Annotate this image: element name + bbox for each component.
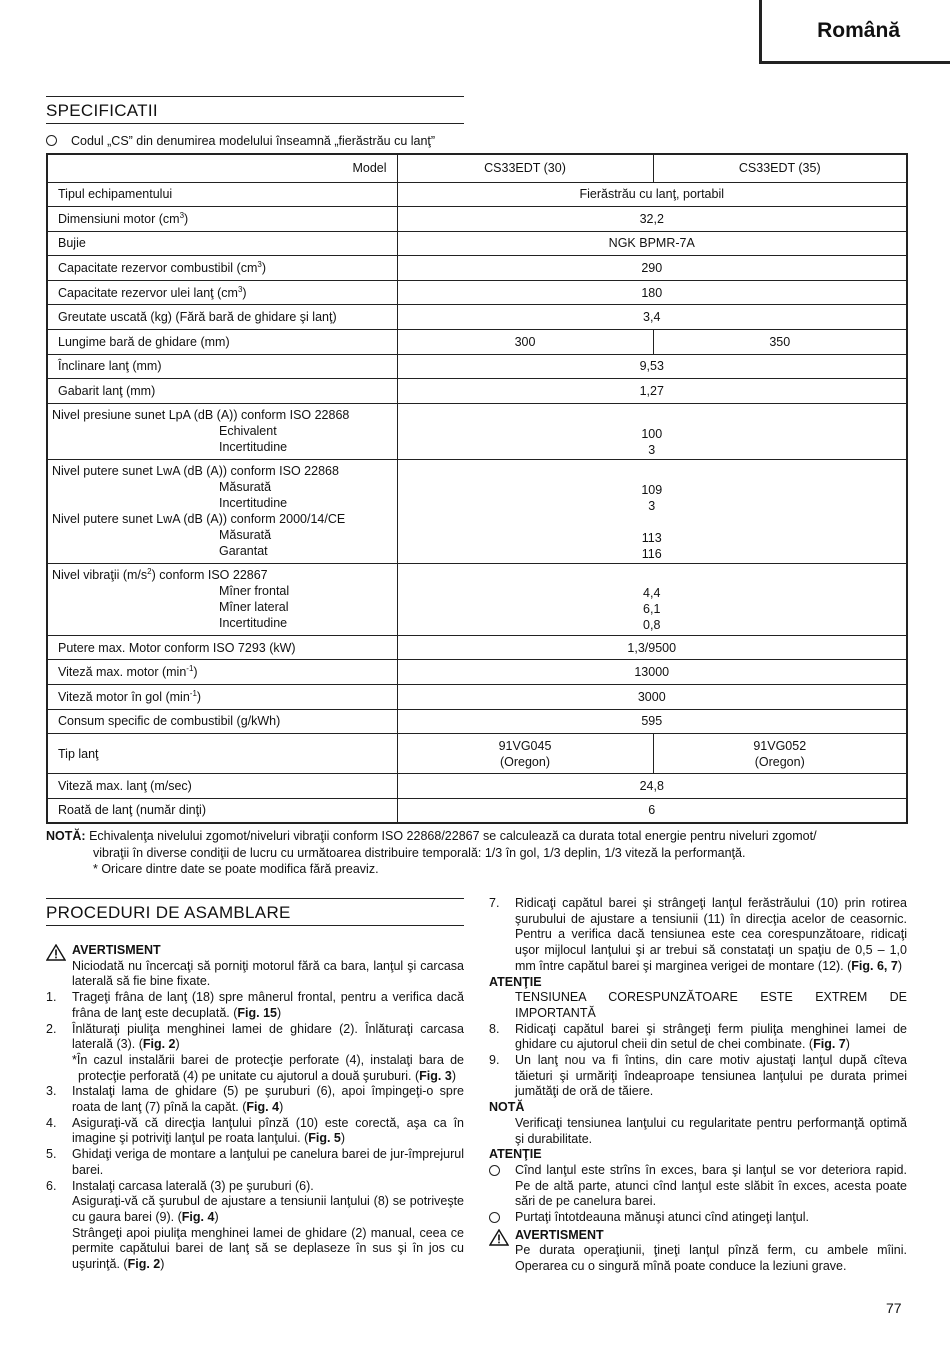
- row-value: 9,53: [397, 354, 907, 379]
- bullet-item: Purtaţi întotdeauna mănuşi atunci cînd atingeţi lanţul.: [489, 1210, 907, 1226]
- model-b: CS33EDT (35): [653, 154, 907, 182]
- table-row: [47, 660, 907, 685]
- assembly-left-column: [46, 943, 464, 1273]
- row-label: Capacitate rezervor ulei lanţ $(cm^3)$: [47, 280, 397, 305]
- table-row: [47, 403, 907, 459]
- bullet-item: Cînd lanţul este strîns în exces, bara şi lanţul se vor deteriora rapid. Pe de altă parte, atunci cînd lanţul este slăbit în exces, acesta poate sări de pe canelura barei.: [489, 1163, 907, 1210]
- section-rule: [46, 898, 464, 899]
- attention-text: TENSIUNEA CORESPUNZĂTOARE ESTE EXTREM DE IMPORTANTĂ: [515, 990, 907, 1020]
- model-header: Model: [47, 154, 397, 182]
- assembly-right-column: [489, 896, 907, 1275]
- row-value: NGK BPMR-7A: [397, 231, 907, 256]
- row-value: 24,8: [397, 774, 907, 799]
- section-rule: [46, 123, 464, 124]
- bullet-circle-icon: [489, 1165, 500, 1176]
- note-text: * Oricare dintre date se poate modifica fără preaviz.: [93, 862, 379, 876]
- row-value: 109 3 113 116: [397, 459, 907, 563]
- specs-title: SPECIFICATII: [46, 101, 158, 120]
- row-label: Capacitate rezervor combustibil $(cm^3)$: [47, 256, 397, 281]
- step-item: 3. Instalaţi lama de ghidare (5) pe şuruburi (6), apoi împingeţi-o spre roata de lanţ (7) pînă la capăt. (Fig. 4): [46, 1084, 464, 1115]
- row-value: 3,4: [397, 305, 907, 330]
- step-item: 8. Ridicaţi capătul barei şi strângeţi ferm piuliţa menghinei lamei de ghidare cu ajutorul cheii din setul de chei combinate. (Fig. 7): [489, 1021, 907, 1052]
- row-value: Fierăstrău cu lanţ, portabil: [397, 182, 907, 207]
- note-text: Verificaţi tensiunea lanţului cu regularitate pentru performanţă optimă şi durabilitate.: [515, 1115, 907, 1146]
- assembly-title: PROCEDURI DE ASAMBLARE: [46, 903, 291, 922]
- step-item: 2. Înlăturaţi piuliţa menghinei lamei de ghidare (2). Înlăturaţi carcasa laterală (3). (Fig. 2): [46, 1021, 464, 1052]
- table-row: [47, 685, 907, 710]
- note-text: Echivalenţa nivelului zgomot/niveluri vibraţii conform ISO 22868/22867 se calculează ca durata total energie pentru niveluri zgomot/: [89, 829, 817, 843]
- bullet-circle-icon: [46, 135, 57, 146]
- row-value: 595: [397, 709, 907, 734]
- row-label: Înclinare lanţ (mm): [47, 354, 397, 379]
- step-item: 9. Un lanţ nou va fi întins, din care motiv ajustaţi lanţul după cîteva tăieturi şi urmăriţi îndeaproape tensiunea lanţului pe durata primei jumătăţi de oră de tăiere.: [489, 1053, 907, 1099]
- table-row: [47, 305, 907, 330]
- table-row: [47, 354, 907, 379]
- table-row: [47, 709, 907, 734]
- note-heading: NOTĂ: [489, 1100, 525, 1115]
- step-item: 6. Instalaţi carcasa laterală (3) pe şuruburi (6).: [46, 1178, 314, 1193]
- warning-heading: AVERTISMENT: [489, 1228, 907, 1244]
- specifications-table: [46, 153, 908, 824]
- table-row: [47, 231, 907, 256]
- row-label: Nivel presiune sunet LpA (dB (A)) conform ISO 22868 Echivalent Incertitudine: [47, 403, 397, 459]
- row-value: 290: [397, 256, 907, 281]
- row-value: 4,4 6,1 0,8: [397, 563, 907, 635]
- spec-footnote: [46, 828, 910, 878]
- row-label: Viteză motor în gol $(\min^{-1})$: [47, 685, 397, 710]
- table-row: [47, 182, 907, 207]
- row-label: Viteză max. motor $(\min^{-1})$: [47, 660, 397, 685]
- table-row: [47, 798, 907, 823]
- page-number: 77: [886, 1300, 902, 1316]
- bullet-circle-icon: [489, 1212, 500, 1223]
- warning-triangle-icon: [46, 944, 66, 961]
- row-label: Putere max. Motor conform ISO 7293 (kW): [47, 635, 397, 660]
- row-value: 1,3/9500: [397, 635, 907, 660]
- table-row: [47, 154, 907, 182]
- note-head: NOTĂ:: [46, 829, 86, 843]
- step-item: 4. Asiguraţi-vă că direcţia lanţului pînză (10) este corectă, aşa ca în imagine şi potriviţi lanţul pe roata lanţului. (Fig. 5): [46, 1115, 464, 1146]
- row-label: Nivel vibraţii $(m/s^2)$ conform ISO 22867 Mîner frontal Mîner lateral Incertitudine: [47, 563, 397, 635]
- row-value-a: 91VG045 (Oregon): [397, 734, 653, 774]
- step-item: 5. Ghidaţi veriga de montare a lanţului pe canelura barei de jur-împrejurul barei.: [46, 1147, 464, 1177]
- warning-text: Niciodată nu încercaţi să porniţi motorul fără ca bara, lanţul şi carcasa laterală să fie bine fixate.: [72, 958, 464, 989]
- attention-heading: ATENŢIE: [489, 974, 542, 989]
- row-label: Greutate uscată (kg) (Fără bară de ghidare şi lanţ): [47, 305, 397, 330]
- warning-text: Pe durata operaţiunii, ţineţi lanţul pînză ferm, cu ambele mîini. Operarea cu o singură mînă poate conduce la leziuni grave.: [515, 1243, 907, 1274]
- row-label: Nivel putere sunet LwA (dB (A)) conform ISO 22868 Măsurată Incertitudine Nivel putere sunet LwA (dB (A)) conform 2000/14/CE Măsurată Garantat: [47, 459, 397, 563]
- row-label: Viteză max. lanţ (m/sec): [47, 774, 397, 799]
- table-row: [47, 563, 907, 635]
- table-row: [47, 635, 907, 660]
- row-label: Dimensiuni motor $(cm^3)$: [47, 207, 397, 232]
- row-label: Tipul echipamentului: [47, 182, 397, 207]
- row-value: 180: [397, 280, 907, 305]
- row-label: Gabarit lanţ (mm): [47, 379, 397, 404]
- table-row: [47, 280, 907, 305]
- warning-triangle-icon: [489, 1229, 509, 1246]
- row-value: 32,2: [397, 207, 907, 232]
- section-rule: [46, 96, 464, 97]
- step-item: 1. Trageţi frâna de lanţ (18) spre mânerul frontal, pentru a verifica dacă frâna de lanţ este decuplată. (Fig. 15): [46, 990, 464, 1020]
- language-tab: [759, 0, 950, 64]
- section-rule: [46, 925, 464, 926]
- step-item: 7. Ridicaţi capătul barei şi strângeţi lanţul ferăstrăului (10) prin rotirea şurubului de ajustare a tensiunii (11) în direcţia acelor de ceasornic. Pentru a verifica dacă tensiunea este cea corespunzătoare, ridicaţi uşor mijlocul lanţului şi ar trebui să constataţi un spaţiu de 0,5 – 1,0 mm între capătul barei şi marginea verigei de montare (12). (Fig. 6, 7): [489, 896, 907, 973]
- row-value-b: 91VG052 (Oregon): [653, 734, 907, 774]
- row-value: 6: [397, 798, 907, 823]
- row-value: 1,27: [397, 379, 907, 404]
- row-label: Consum specific de combustibil (g/kWh): [47, 709, 397, 734]
- warning-heading: AVERTISMENT: [46, 943, 464, 959]
- model-code-note: [46, 133, 435, 149]
- model-code-text: Codul „CS” din denumirea modelului înseamnă „fierăstrău cu lanţ”: [71, 134, 436, 148]
- table-row: [47, 734, 907, 774]
- row-value-b: 350: [653, 330, 907, 355]
- table-row: [47, 459, 907, 563]
- row-label: Tip lanţ: [47, 734, 397, 774]
- row-label: Bujie: [47, 231, 397, 256]
- row-value: 3000: [397, 685, 907, 710]
- attention-heading: ATENŢIE: [489, 1147, 542, 1162]
- table-row: [47, 256, 907, 281]
- step-note: *În cazul instalării barei de protecţie perforate (4), instalaţi bara de protecţie perforată (4) pe unitate cu ajutorul a două şuruburi. (Fig. 3): [72, 1052, 464, 1083]
- row-label: Lungime bară de ghidare (mm): [47, 330, 397, 355]
- table-row: [47, 207, 907, 232]
- note-text: vibraţii în diverse condiţii de lucru cu următoarea distribuire temporală: 1/3 în gol, 1/3 deplin, 1/3 viteză la performanţă.: [93, 845, 746, 860]
- step-detail: Asiguraţi-vă că şurubul de ajustare a tensiunii lanţului (8) se potriveşte cu gaura barei (9). (Fig. 4): [72, 1194, 464, 1224]
- model-a: CS33EDT (30): [397, 154, 653, 182]
- row-value-a: 300: [397, 330, 653, 355]
- table-row: [47, 774, 907, 799]
- table-row: [47, 330, 907, 355]
- step-detail: Strângeţi apoi piuliţa menghinei lamei de ghidare (2) manual, ceea ce permite capătului barei de lanţ să se deplaseze în sus şi în jos cu uşurinţă. (Fig. 2): [72, 1225, 464, 1272]
- row-label: Roată de lanţ (număr dinţi): [47, 798, 397, 823]
- language-label: Română: [817, 19, 900, 42]
- row-value: 13000: [397, 660, 907, 685]
- table-row: [47, 379, 907, 404]
- row-value: 100 3: [397, 403, 907, 459]
